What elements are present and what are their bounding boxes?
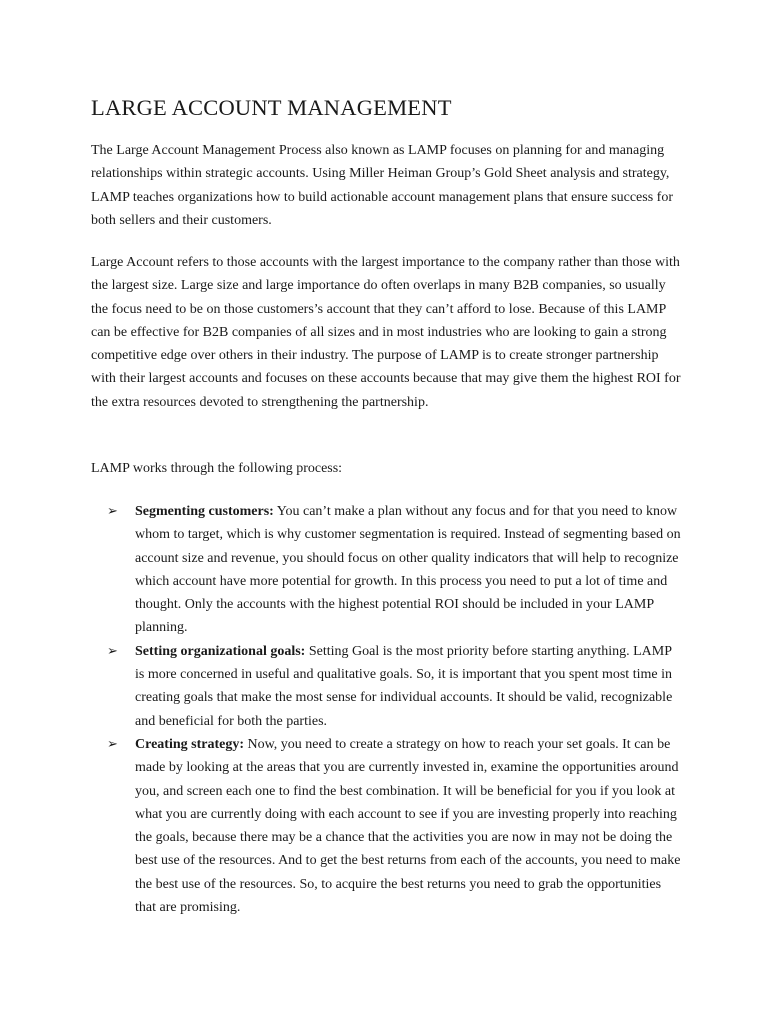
arrow-bullet-icon: ➢ <box>107 504 118 519</box>
bullet-text: Now, you need to create a strategy on how to reach your set goals. It can be made by looking at the areas that you are currently invested in, examine the opportunities around you, and screen each one to find the best combination. It will be beneficial for you if you look at what you are currently doing with each account to see if you are investing properly into reaching the goals, because there may be a chance that the activities you are now in may not be doing the best use of the resources. And to get the best returns from each of the accounts, you need to make the best use of the resources. So, to acquire the best returns you need to grab the opportunities that are promising. <box>135 736 681 916</box>
arrow-bullet-icon: ➢ <box>107 736 118 752</box>
bullet-title: Segmenting customers: <box>135 504 274 519</box>
list-item <box>91 640 681 733</box>
intro-paragraph: The Large Account Management Process also known as LAMP focuses on planning for and managing relationships within strategic accounts. Using Miller Heiman Group’s Gold Sheet analysis and strategy, LAMP teaches organizations how to build actionable account management plans that ensure success for both sellers and their customers. <box>91 143 673 228</box>
bullet-title: Creating strategy: <box>135 736 244 752</box>
process-list <box>91 500 681 919</box>
bullet-title: Setting organizational goals: <box>135 643 306 659</box>
bullet-text: You can’t make a plan without any focus and for that you need to know whom to target, which is why customer segmentation is required. Instead of segmenting based on account size and revenue, you should focus on other quality indicators that will help to recognize which account have more potential for growth. In this process you need to put a lot of time and thought. Only the accounts with the highest potential ROI should be included in your LAMP planning. <box>135 504 681 636</box>
document-title: LARGE ACCOUNT MANAGEMENT <box>91 95 452 120</box>
process-intro-paragraph: LAMP works through the following process: <box>91 461 343 476</box>
arrow-bullet-icon: ➢ <box>107 643 118 659</box>
bullet-text: Setting Goal is the most priority before starting anything. LAMP is more concerned in useful and qualitative goals. So, it is important that you spent most time in creating goals that make the most sense for individual accounts. It should be valid, recognizable and beneficial for both the parties. <box>135 643 673 729</box>
list-item <box>91 500 681 640</box>
list-item <box>91 733 681 919</box>
large-account-paragraph: Large Account refers to those accounts with the largest importance to the company rather than those with the largest size. Large size and large importance do often overlaps in many B2B companies, so usually the focus need to be on those customers’s account that they can’t afford to lose. Because of this LAMP can be effective for B2B companies of all sizes and in most industries who are looking to gain a strong competitive edge over others in their industry. The purpose of LAMP is to create stronger partnership with their largest accounts and focuses on these accounts because that may give them the highest ROI for the extra resources devoted to strengthening the partnership. <box>91 255 681 410</box>
